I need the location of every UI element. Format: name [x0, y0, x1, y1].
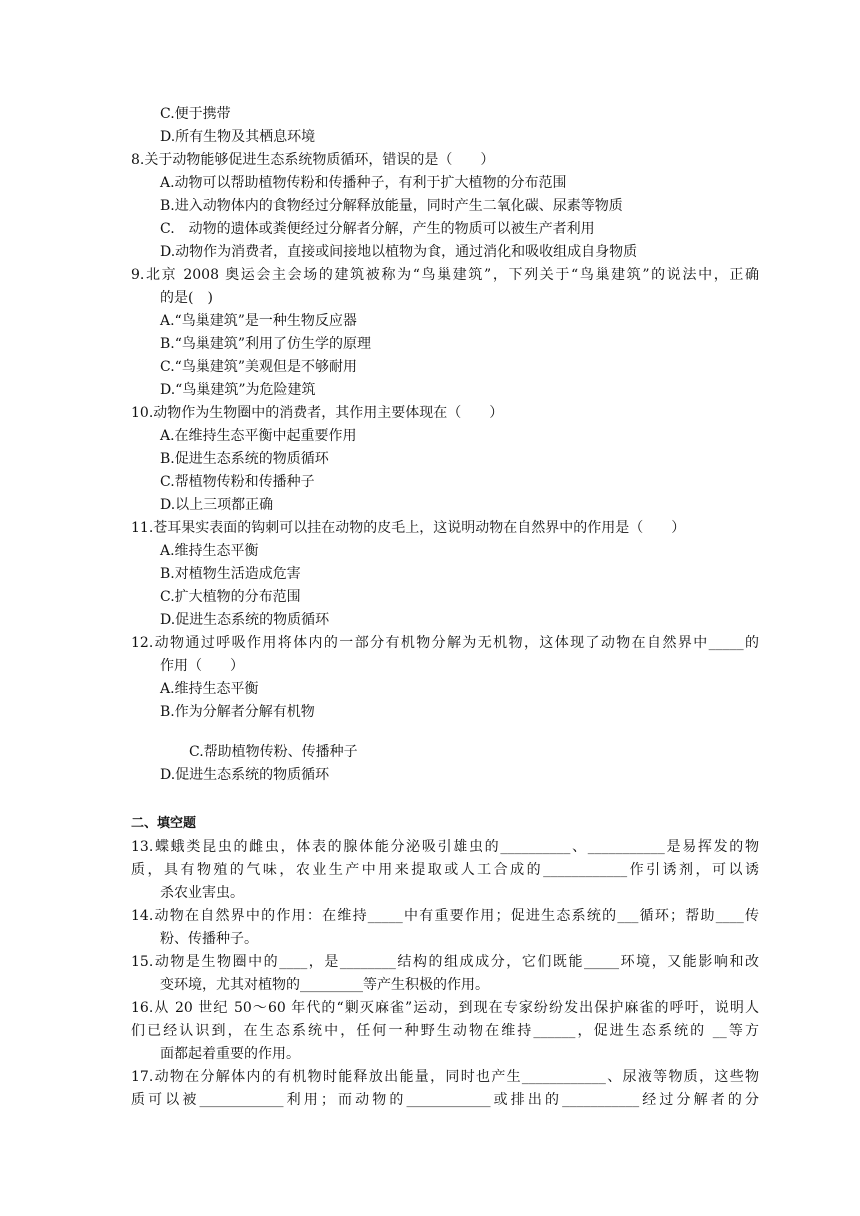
question-line: 9.北京 2008 奥运会主会场的建筑被称为“鸟巢建筑”，下列关于“鸟巢建筑”的说法中，正确 [131, 267, 759, 283]
option-line: D.促进生态系统的物质循环 [160, 612, 330, 628]
option-line: C.帮助植物传粉、传播种子 [189, 744, 358, 760]
question-line: 13.蝶蛾类昆虫的雌虫，体表的腺体能分泌吸引雄虫的__________、___________是易挥发的物 [131, 839, 759, 855]
option-line: B.促进生态系统的物质循环 [160, 451, 329, 467]
option-line: 面都起着重要的作用。 [160, 1046, 300, 1062]
option-line: D.“鸟巢建筑”为危险建筑 [160, 382, 316, 398]
question-line: 8.关于动物能够促进生态系统物质循环，错误的是（ ） [131, 152, 495, 168]
option-line: C.便于携带 [160, 106, 231, 122]
option-line: 作用（ ） [160, 658, 244, 674]
option-line: D.促进生态系统的物质循环 [160, 767, 330, 783]
option-line: C.扩大植物的分布范围 [160, 589, 301, 605]
option-line: C. 动物的遗体或粪便经过分解者分解，产生的物质可以被生产者利用 [160, 221, 595, 237]
question-line: 10.动物作为生物圈中的消费者，其作用主要体现在（ ） [131, 405, 504, 421]
option-line: B.进入动物体内的食物经过分解释放能量，同时产生二氧化碳、尿素等物质 [160, 198, 623, 214]
option-line: D.动物作为消费者，直接或间接地以植物为食，通过消化和吸收组成自身物质 [160, 244, 638, 260]
question-line: 们已经认识到，在生态系统中，任何一种野生动物在维持______，促进生态系统的 __等方 [131, 1023, 759, 1039]
question-line: 质，具有物殖的气味，农业生产中用来提取或人工合成的____________作引诱剂，可以诱 [131, 862, 759, 878]
section-heading: 二、填空题 [131, 816, 197, 831]
option-line: C.帮植物传粉和传播种子 [160, 474, 315, 490]
option-line: A.在维持生态平衡中起重要作用 [160, 428, 357, 444]
option-line: B.作为分解者分解有机物 [160, 704, 315, 720]
option-line: D.所有生物及其栖息环境 [160, 129, 316, 145]
option-line: B.“鸟巢建筑”利用了仿生学的原理 [160, 336, 372, 352]
question-line: 15.动物是生物圈中的____，是________结构的组成成分，它们既能_____环境，又能影响和改 [131, 954, 759, 970]
question-line: 质可以被____________利用；而动物的____________或排出的___________经过分解者的分 [131, 1092, 759, 1108]
question-line: 17.动物在分解体内的有机物时能释放出能量，同时也产生____________、尿液等物质，这些物 [131, 1069, 759, 1085]
question-line: 14.动物在自然界中的作用：在维持_____中有重要作用；促进生态系统的___循环；帮助____传 [131, 908, 759, 924]
option-line: 的是( ) [160, 290, 213, 306]
question-line: 16.从 20 世纪 50～60 年代的“剿灭麻雀”运动，到现在专家纷纷发出保护麻雀的呼吁，说明人 [131, 1000, 759, 1016]
option-line: A.维持生态平衡 [160, 681, 259, 697]
option-line: C.“鸟巢建筑”美观但是不够耐用 [160, 359, 357, 375]
option-line: 变环境，尤其对植物的_________等产生积极的作用。 [160, 977, 489, 993]
option-line: 粉、传播种子。 [160, 931, 258, 947]
option-line: A.动物可以帮助植物传粉和传播种子，有利于扩大植物的分布范围 [160, 175, 567, 191]
question-line: 12.动物通过呼吸作用将体内的一部分有机物分解为无机物，这体现了动物在自然界中_____的 [131, 635, 759, 651]
option-line: 杀农业害虫。 [160, 885, 244, 901]
option-line: D.以上三项都正确 [160, 497, 274, 513]
option-line: A.维持生态平衡 [160, 543, 259, 559]
question-line: 11.苍耳果实表面的钩刺可以挂在动物的皮毛上，这说明动物在自然界中的作用是（ ） [131, 520, 686, 536]
option-line: B.对植物生活造成危害 [160, 566, 301, 582]
option-line: A.“鸟巢建筑”是一种生物反应器 [160, 313, 357, 329]
